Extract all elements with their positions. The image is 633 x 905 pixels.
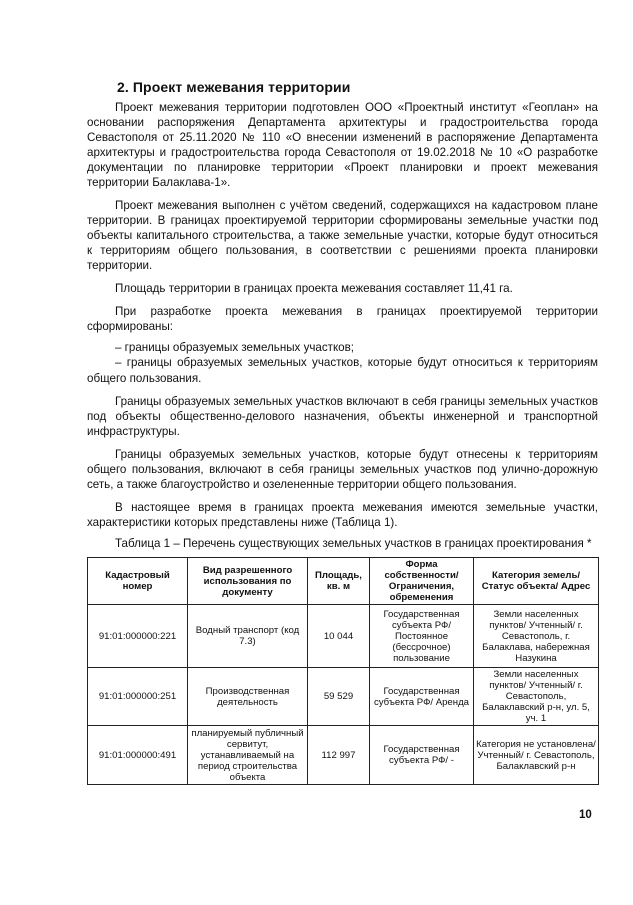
- cell-cadastral-number: 91:01:000000:251: [88, 668, 188, 726]
- cell-category: Категория не установлена/ Учтенный/ г. Севастополь, Балаклавский р-н: [474, 726, 599, 785]
- table-row: [88, 668, 599, 726]
- header-area: Площадь, кв. м: [308, 558, 370, 605]
- cell-category: Земли населенных пунктов/ Учтенный/ г. Севастополь, г. Балаклава, набережная Назукина: [474, 605, 599, 668]
- paragraph-existing-plots: В настоящее время в границах проекта межевания имеются земельные участки, характеристики которых представлены ниже (Таблица 1).: [87, 501, 598, 530]
- section-number: 2.: [117, 79, 129, 95]
- paragraph-area: Площадь территории в границах проекта межевания составляет 11,41 га.: [115, 282, 513, 296]
- cell-permitted-use: Водный транспорт (код 7.3): [188, 605, 308, 668]
- cell-cadastral-number: 91:01:000000:221: [88, 605, 188, 668]
- cell-ownership: Государственная субъекта РФ/ -: [370, 726, 474, 785]
- paragraph-cadastral-plan: Проект межевания выполнен с учётом сведений, содержащихся на кадастровом плане территории. В границах проектируемой территории сформированы земельные участки под объекты капитального строительства, а также земельные участки, которые будут относиться к территориям общего пользования, в соответствии с решениями проекта планировки территории.: [87, 198, 598, 272]
- list-item: – границы образуемых земельных участков, которые будут относиться к территориям общего пользования.: [87, 356, 598, 385]
- header-permitted-use: Вид разрешенного использования по документу: [188, 558, 308, 605]
- cell-ownership: Государственная субъекта РФ/ Постоянное (бессрочное) пользование: [370, 605, 474, 668]
- page-number: 10: [579, 809, 592, 821]
- paragraph-boundaries: Границы образуемых земельных участков включают в себя границы земельных участков под объекты общественно-делового назначения, объекты инженерной и транспортной инфраструктуры.: [87, 394, 598, 438]
- header-category: Категория земель/ Статус объекта/ Адрес: [474, 558, 599, 605]
- cell-area: 112 997: [308, 726, 370, 785]
- table-row: [88, 605, 599, 668]
- paragraph-public-use: Границы образуемых земельных участков, которые будут отнесены к территориям общего пользования, включают в себя границы земельных участков под улично-дорожную сеть, а также благоустройство и озелененные территории общего пользования.: [87, 447, 598, 492]
- cell-area: 59 529: [308, 668, 370, 726]
- header-cadastral-number: Кадастровый номер: [88, 558, 188, 605]
- table-caption: Таблица 1 – Перечень существующих земельных участков в границах проектирования *: [115, 537, 592, 551]
- cell-category: Земли населенных пунктов/ Учтенный/ г. Севастополь, Балаклавский р-н, ул. 5, уч. 1: [474, 668, 599, 726]
- land-plots-table: [87, 557, 599, 785]
- header-ownership: Форма собственности/ Ограничения, обременения: [370, 558, 474, 605]
- cell-permitted-use: планируемый публичный сервитут, устанавливаемый на период строительства объекта: [188, 726, 308, 785]
- list-item: – границы образуемых земельных участков;: [115, 341, 354, 355]
- cell-cadastral-number: 91:01:000000:491: [88, 726, 188, 785]
- body-text: [87, 100, 598, 551]
- section-title: Проект межевания территории: [132, 79, 351, 95]
- cell-ownership: Государственная субъекта РФ/ Аренда: [370, 668, 474, 726]
- table-row: [88, 726, 599, 785]
- paragraph-basis: Проект межевания территории подготовлен ООО «Проектный институт «Геоплан» на основании распоряжения Департамента архитектуры и градостроительства города Севастополя от 25.11.2020 № 110 «О внесении изменений в распоряжение Департамента архитектуры и градостроительства города Севастополя от 19.02.2018 № 10 «О разработке документации по планировке территории «Проект планировки и проект межевания территории Балаклава-1».: [87, 101, 598, 190]
- cell-area: 10 044: [308, 605, 370, 668]
- section-heading: [117, 79, 350, 95]
- table-header-row: [88, 558, 599, 605]
- cell-permitted-use: Производственная деятельность: [188, 668, 308, 726]
- paragraph-formed: При разработке проекта межевания в границах проектируемой территории сформированы:: [87, 305, 598, 334]
